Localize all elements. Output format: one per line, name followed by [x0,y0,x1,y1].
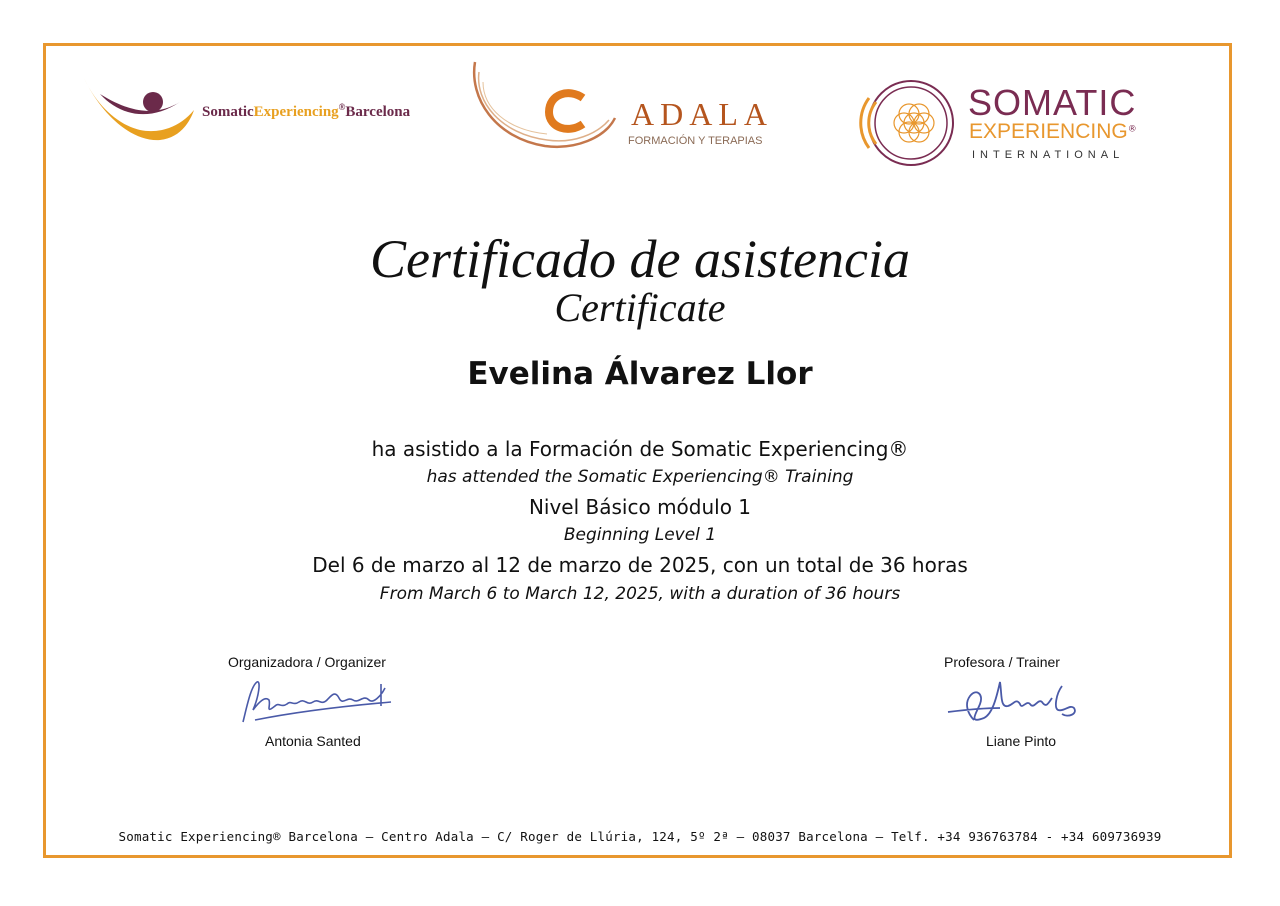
sei-line1: SOMATIC [968,82,1137,123]
organizer-signature [235,676,395,728]
adala-tagline: FORMACIÓN Y TERAPIAS [628,135,763,147]
footer-address: Somatic Experiencing® Barcelona – Centro Adala – C/ Roger de Llúria, 124, 5º 2ª – 08037 Barcelona – Telf. +34 936763784 - +34 609736939 [118,829,1162,844]
dates-es: Del 6 de marzo al 12 de marzo de 2025, con un total de 36 horas [312,553,968,577]
trainer-role: Profesora / Trainer [944,654,1060,670]
trainer-name: Liane Pinto [986,733,1057,749]
certificate-title: Certificado de asistencia [370,229,910,289]
attended-es: ha asistido a la Formación de Somatic Experiencing® [371,437,909,461]
se-barcelona-logo-word1: Somatic [202,104,254,120]
sei-line3: INTERNATIONAL [972,149,1125,161]
sei-line2: EXPERIENCING [969,120,1128,143]
se-barcelona-logo-mark: ® [338,102,346,112]
adala-name: ADALA [631,96,773,132]
se-barcelona-logo-word2: Experiencing [253,104,339,120]
level-en: Beginning Level 1 [563,525,717,545]
organizer-name: Antonia Santed [265,733,361,749]
se-barcelona-emblem-icon [80,72,200,152]
attended-en: has attended the Somatic Experiencing® Training [426,467,854,487]
adala-swirl-icon [465,58,625,158]
certificate-subtitle: Certificate [554,285,726,330]
trainer-signature [944,674,1089,730]
recipient-name: Evelina Álvarez Llor [467,356,813,392]
sei-flower-of-life-icon [856,78,966,168]
sei-mark: ® [1127,124,1137,135]
level-es: Nivel Básico módulo 1 [528,495,752,519]
se-barcelona-logo [80,72,410,152]
se-barcelona-logo-word3: Barcelona [345,104,411,120]
organizer-role: Organizadora / Organizer [228,654,386,670]
dates-en: From March 6 to March 12, 2025, with a duration of 36 hours [379,584,901,604]
sei-logo [856,78,1186,168]
adala-logo [465,58,795,158]
